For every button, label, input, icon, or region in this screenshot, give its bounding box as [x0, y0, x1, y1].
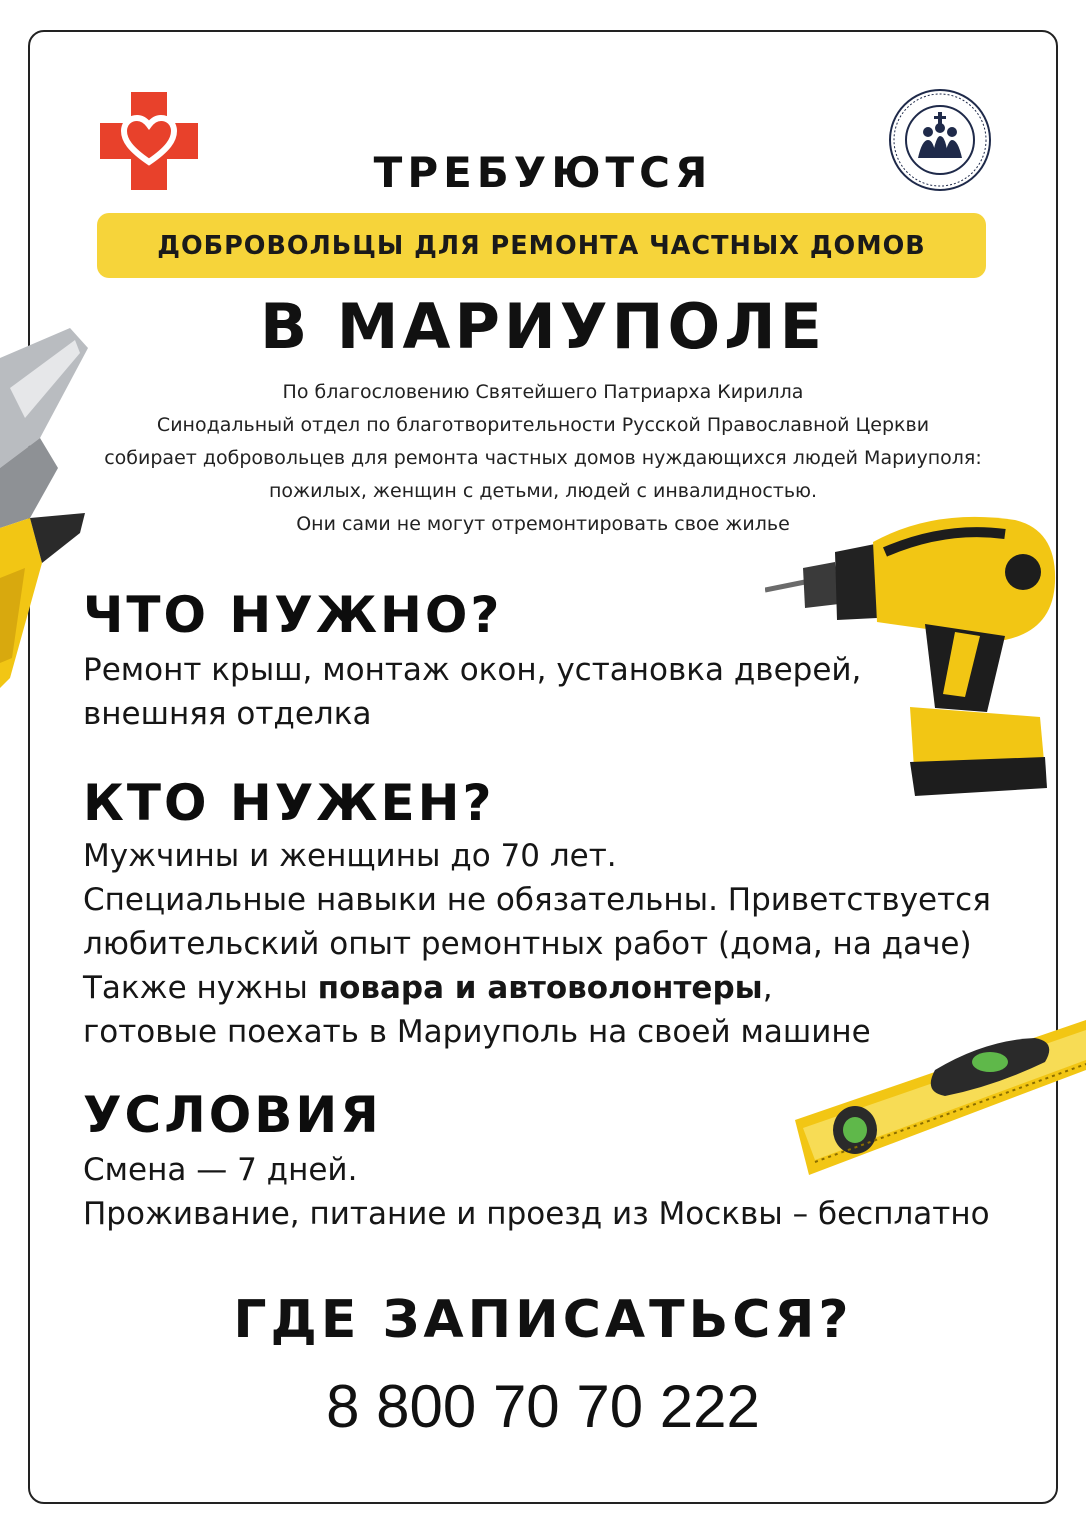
volunteers-banner: ДОБРОВОЛЬЦЫ ДЛЯ РЕМОНТА ЧАСТНЫХ ДОМОВ — [97, 213, 986, 278]
conditions-text — [83, 1148, 990, 1236]
heading-who-needed: КТО НУЖЕН? — [83, 774, 495, 832]
text-line: Проживание, питание и проезд из Москвы – бесплатно — [83, 1196, 990, 1232]
text-line: готовые поехать в Мариуполь на своей машине — [83, 1014, 871, 1050]
text-line: внешняя отделка — [83, 696, 372, 732]
intro-line: собирает добровольцев для ремонта частных домов нуждающихся людей Мариуполя: — [104, 447, 982, 469]
what-needed-text — [83, 648, 861, 736]
phone-number[interactable]: 8 800 70 70 222 — [326, 1373, 760, 1440]
intro-line: Они сами не могут отремонтировать свое жилье — [296, 513, 790, 535]
text-line: Ремонт крыш, монтаж окон, установка дверей, — [83, 652, 862, 688]
heading-what-needed: ЧТО НУЖНО? — [83, 586, 503, 644]
bold-cooks-drivers: повара и автоволонтеры — [317, 970, 763, 1006]
heading-where-signup: ГДЕ ЗАПИСАТЬСЯ? — [233, 1290, 853, 1350]
text-fragment: , — [762, 970, 773, 1006]
text-line: Смена — 7 дней. — [83, 1152, 358, 1188]
heading-city: В МАРИУПОЛЕ — [259, 290, 827, 363]
heading-required: ТРЕБУЮТСЯ — [373, 148, 713, 197]
text-line: Мужчины и женщины до 70 лет. — [83, 838, 617, 874]
heading-conditions: УСЛОВИЯ — [83, 1086, 382, 1144]
text-line: Специальные навыки не обязательны. Приветствуется — [83, 882, 991, 918]
intro-line: По благословению Святейшего Патриарха Кирилла — [282, 381, 804, 403]
text-line: любительский опыт ремонтных работ (дома, на даче) — [83, 926, 972, 962]
intro-line: Синодальный отдел по благотворительности Русской Православной Церкви — [156, 414, 930, 436]
intro-line: пожилых, женщин с детьми, людей с инвалидностью. — [268, 480, 818, 502]
text-fragment: Также нужны — [83, 970, 318, 1006]
